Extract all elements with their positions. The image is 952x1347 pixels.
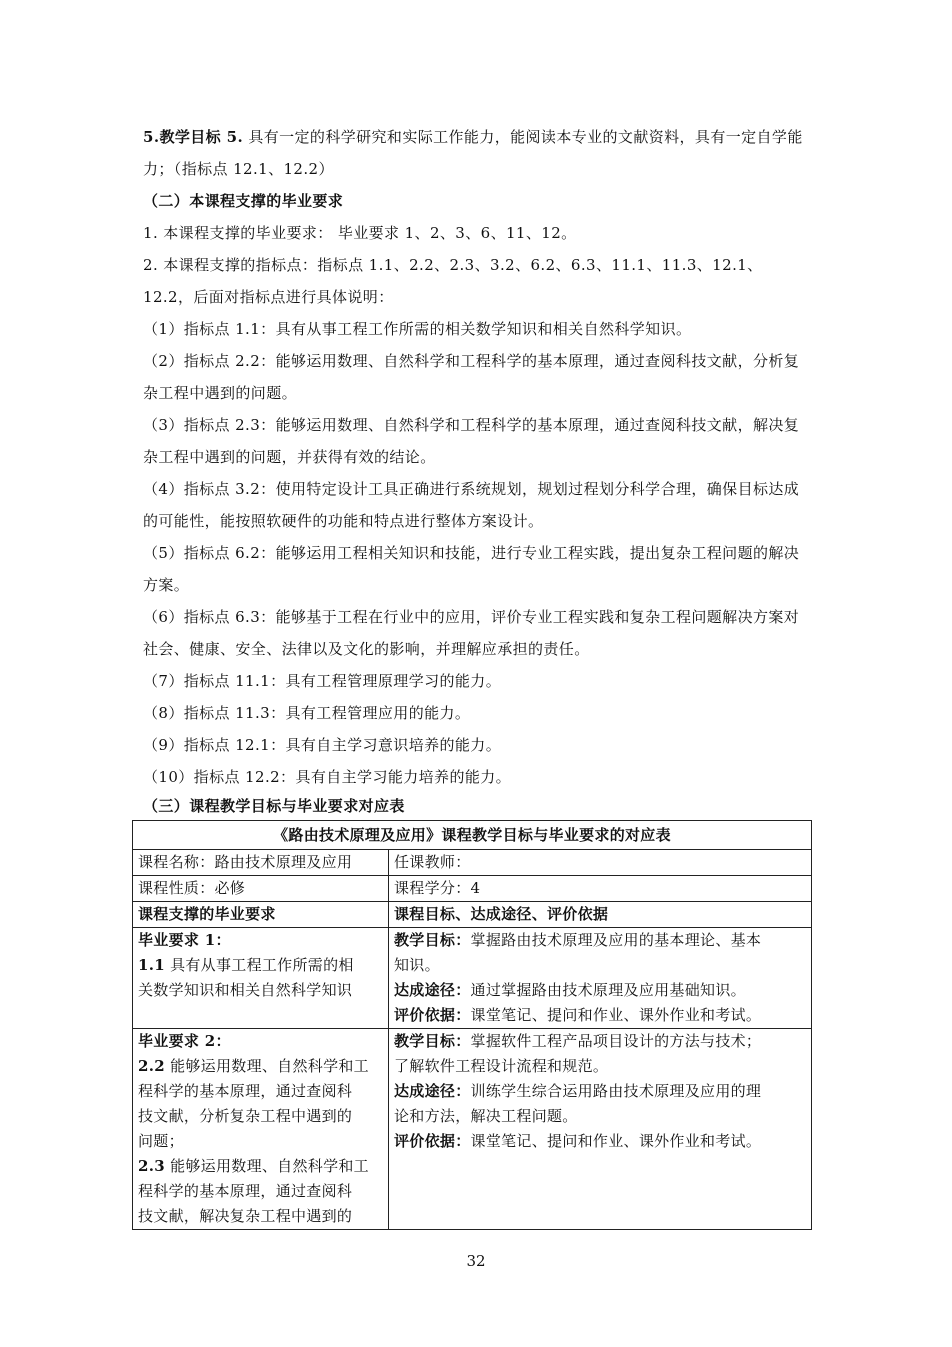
goal-2-cell: 教学目标：掌握软件工程产品项目设计的方法与技术； 了解软件工程设计流程和规范。 达成途径：训练学生综合运用路由技术原理及应用的理 论和方法，解决工程问题。 评价依据：课堂笔记、提问和作业、课外作业和考试。 bbox=[389, 1029, 812, 1230]
evaluation-basis: 评价依据：课堂笔记、提问和作业、课外作业和考试。 bbox=[394, 1132, 762, 1150]
requirement-1-label: 毕业要求 1： bbox=[138, 931, 231, 949]
header-right: 课程目标、达成途径、评价依据 bbox=[389, 902, 812, 928]
indicator-item: （6）指标点 6.3：能够基于工程在行业中的应用，评价专业工程实践和复杂工程问题解决方案对社会、健康、安全、法律以及文化的影响，并理解应承担的责任。 bbox=[143, 608, 800, 658]
table-title: 《路由技术原理及应用》课程教学目标与毕业要求的对应表 bbox=[133, 821, 812, 850]
requirement-1-cell: 毕业要求 1： 1.1 具有从事工程工作所需的相 关数学知识和相关自然科学知识 bbox=[133, 928, 389, 1029]
section-3-heading: （三）课程教学目标与毕业要求对应表 bbox=[143, 797, 405, 815]
table-row bbox=[133, 876, 812, 902]
table-row bbox=[133, 1029, 812, 1230]
goal-1-cell: 教学目标：掌握路由技术原理及应用的基本理论、基本 知识。 达成途径：通过掌握路由技术原理及应用基础知识。 评价依据：课堂笔记、提问和作业、课外作业和考试。 bbox=[389, 928, 812, 1029]
requirement-2-cell: 毕业要求 2： 2.2 能够运用数理、自然科学和工 程科学的基本原理，通过查阅科 技文献，分析复杂工程中遇到的 问题； 2.3 能够运用数理、自然科学和工 程科学的基本原理，通过查阅科 技文献，解决复杂工程中遇到的 bbox=[133, 1029, 389, 1230]
course-name-cell: 课程名称：路由技术原理及应用 bbox=[133, 850, 389, 876]
evaluation-basis: 评价依据：课堂笔记、提问和作业、课外作业和考试。 bbox=[394, 1006, 762, 1024]
page-number: 32 bbox=[466, 1252, 486, 1270]
table-row bbox=[133, 850, 812, 876]
indicator-item: （3）指标点 2.3：能够运用数理、自然科学和工程科学的基本原理，通过查阅科技文献，解决复杂工程中遇到的问题，并获得有效的结论。 bbox=[143, 416, 800, 466]
indicator-item: （1）指标点 1.1：具有从事工程工作所需的相关数学知识和相关自然科学知识。 bbox=[143, 320, 692, 338]
goal-5-paragraph bbox=[143, 121, 811, 185]
supported-indicators: 2. 本课程支撑的指标点：指标点 1.1、2.2、2.3、3.2、6.2、6.3、11.1、11.3、12.1、12.2，后面对指标点进行具体说明： bbox=[143, 256, 763, 306]
goals-requirements-table bbox=[132, 820, 812, 1230]
teaching-goal: 教学目标：掌握路由技术原理及应用的基本理论、基本 bbox=[394, 931, 762, 949]
indicator-2-2: 2.2 能够运用数理、自然科学和工 bbox=[138, 1057, 369, 1075]
indicator-item: （10）指标点 12.2：具有自主学习能力培养的能力。 bbox=[143, 768, 512, 786]
achievement-path: 达成途径：训练学生综合运用路由技术原理及应用的理 bbox=[394, 1082, 762, 1100]
table-header-row bbox=[133, 902, 812, 928]
indicator-item: （7）指标点 11.1：具有工程管理原理学习的能力。 bbox=[143, 672, 502, 690]
credits-cell: 课程学分：4 bbox=[389, 876, 812, 902]
indicator-1-1: 1.1 具有从事工程工作所需的相 bbox=[138, 956, 354, 974]
achievement-path: 达成途径：通过掌握路由技术原理及应用基础知识。 bbox=[394, 981, 746, 999]
header-left: 课程支撑的毕业要求 bbox=[133, 902, 389, 928]
requirement-2-label: 毕业要求 2： bbox=[138, 1032, 231, 1050]
table-title-row bbox=[133, 821, 812, 850]
indicator-item: （5）指标点 6.2：能够运用工程相关知识和技能，进行专业工程实践，提出复杂工程问题的解决方案。 bbox=[143, 544, 800, 594]
teaching-goal: 教学目标：掌握软件工程产品项目设计的方法与技术； bbox=[394, 1032, 762, 1050]
indicator-item: （9）指标点 12.1：具有自主学习意识培养的能力。 bbox=[143, 736, 502, 754]
supported-requirements: 1. 本课程支撑的毕业要求： 毕业要求 1、2、3、6、11、12。 bbox=[143, 224, 577, 242]
goal-5-text: 具有一定的科学研究和实际工作能力，能阅读本专业的文献资料，具有一定自学能力；（指标点 12.1、12.2） bbox=[143, 128, 803, 178]
indicator-item: （4）指标点 3.2：使用特定设计工具正确进行系统规划，规划过程划分科学合理，确保目标达成的可能性，能按照软硬件的功能和特点进行整体方案设计。 bbox=[143, 480, 800, 530]
table-row bbox=[133, 928, 812, 1029]
section-2-heading: （二）本课程支撑的毕业要求 bbox=[143, 192, 344, 210]
indicator-item: （2）指标点 2.2：能够运用数理、自然科学和工程科学的基本原理，通过查阅科技文献，分析复杂工程中遇到的问题。 bbox=[143, 352, 800, 402]
indicator-2-3: 2.3 能够运用数理、自然科学和工 bbox=[138, 1157, 369, 1175]
teacher-cell: 任课教师： bbox=[389, 850, 812, 876]
goal-5-label: 5.教学目标 5. bbox=[143, 128, 244, 146]
indicator-item: （8）指标点 11.3：具有工程管理应用的能力。 bbox=[143, 704, 471, 722]
course-type-cell: 课程性质：必修 bbox=[133, 876, 389, 902]
